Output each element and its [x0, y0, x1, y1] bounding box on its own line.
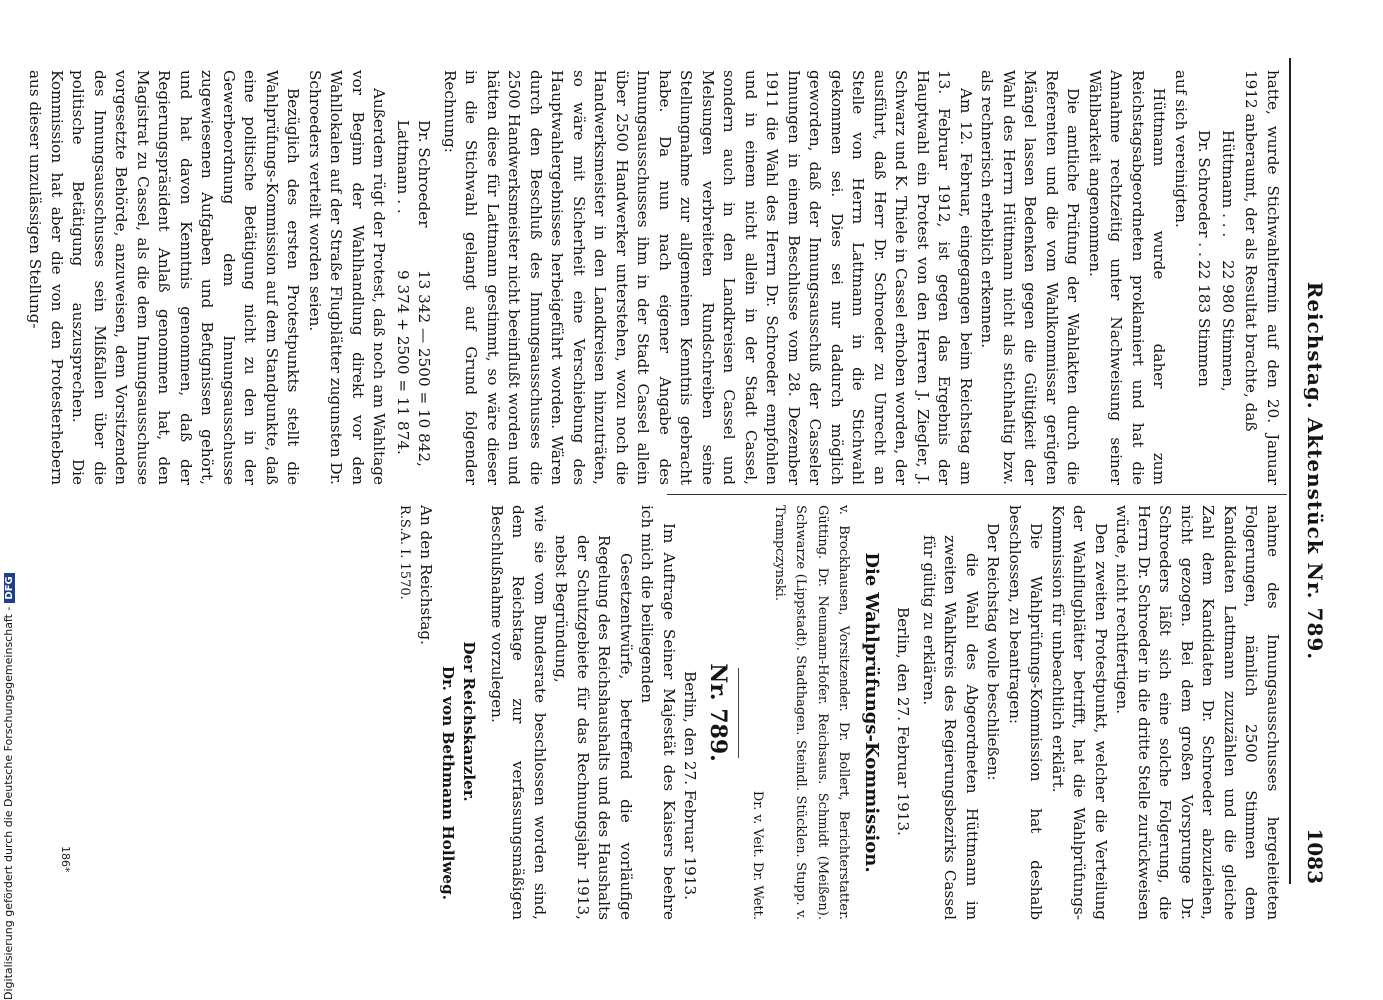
date: Berlin, den 27. Februar 1913.	[894, 607, 913, 836]
vote-count: 22 183 Stimmen	[1195, 260, 1214, 387]
reference-number: R.S.A. I. 1570.	[397, 505, 412, 600]
column-divider	[667, 494, 1287, 495]
header-rule	[1289, 58, 1291, 884]
paragraph: Die Wahlprüfungs-Kommission hat deshalb beschlossen, zu beantragen:	[1006, 505, 1046, 920]
vote-row	[1217, 130, 1239, 485]
paragraph: auf sich vereinigten.	[1172, 70, 1190, 228]
paragraph: die Wahl des Abgeordneten Hüttmann im zweiten Wahlkreis des Regierungsbezirks Cassel für gültig zu erklären.	[920, 535, 981, 920]
calc-name: Dr. Schroeder	[415, 120, 434, 228]
date: Berlin, den 27. Februar 1913.	[681, 671, 700, 900]
header-title: Reichstag. Aktenstück Nr. 789.	[1303, 281, 1327, 661]
left-column	[24, 70, 1283, 485]
member-list-end: Dr. v. Veit. Dr. Wett.	[750, 790, 766, 920]
signature-name: Dr. von Bethmann Hollweg.	[439, 665, 457, 900]
paragraph: Außerdem rügt der Protest, daß noch am Wahltage vor Beginn der Wahlhandlung direkt vor den Wahllokalen auf der Straße Flugblätter zugunsten Dr. Schroeders verteilt worden seien.	[306, 70, 389, 485]
calc-value: 9 374 + 2500 = 11 874.	[394, 270, 412, 455]
digitization-credit	[2, 573, 15, 1000]
signature-title: Der Reichskanzler.	[460, 641, 479, 802]
paragraph: Hüttmann wurde daher zum Reichstagsabgeordneten proklamiert und hat die Annahme rechtzeitig unter Nachweisung seiner Wählbarkeit angenommen.	[1086, 70, 1169, 485]
paragraph: Bezüglich des ersten Protestpunkts stellt die Wahlprüfungs-Kommission auf dem Standpunkte, daß eine politische Betätigung nicht zu den in der Gewerbeordnung dem Innungsausschusse zugewiesenen Aufgaben und Befugnissen gehört, und hat davon Kenntnis genommen, daß der Regierungspräsident Anlaß genommen hat, den Magistrat zu Cassel, als die dem Innungsausschusse vorgesetzte Behörde, anzuweisen, dem Vorsitzenden des Innungsausschusses sein Mißfallen über die politische Betätigung auszusprechen. Die Kommission hat aber die von den Protesterhebern aus dieser unzulässigen Stellung-	[26, 70, 303, 485]
paragraph: hatte, wurde Stichwahltermin auf den 20. Januar 1912 anberaumt, der als Resultat brachte, daß	[1242, 70, 1282, 485]
paragraph: Die amtliche Prüfung der Wahlakten durch die Referenten und die vom Wahlkommissar gerügten Mängel lassen Bedenken gegen die Gültigkeit der Wahl des Herrn Hüttmann nicht als stichhaltig bzw. als rechnerisch erheblich erkennen.	[978, 70, 1083, 485]
paragraph: Gesetzentwürfe, betreffend die vorläufige Regelung des Reichshaushalts und des Haushalts der Schutzgebiete für das Rechnungsjahr 1913, nebst Begründung,	[552, 535, 635, 920]
calc-name: Lattmann . .	[394, 120, 412, 214]
candidate-name: Dr. Schroeder . .	[1195, 130, 1214, 257]
vote-count: 22 980 Stimmen,	[1219, 260, 1237, 392]
paragraph: Im Auftrage Seiner Majestät des Kaisers beehre ich mich die beiliegenden	[638, 505, 678, 920]
dfg-logo: DFG	[4, 573, 15, 602]
calc-value: 13 342 — 2500 = 10 842,	[415, 270, 434, 467]
member-list: v. Brockhausen, Vorsitzender. Dr. Bollert, Berichterstatter. Gütting. Dr. Neumann-Hofer. Reichsaus. Schmidt (Meißen). Schwarze (Lippstadt). Stadthagen. Steindl. Stücklen. Stupp. v. Trampczynski.	[772, 505, 852, 920]
addressee: An den Reichstag.	[417, 505, 436, 645]
right-column	[394, 505, 1284, 920]
credit-text: Digitalisierung gefördert durch die Deutsche Forschungsgemeinschaft -	[2, 606, 15, 1000]
commission-title: Die Wahlprüfungs-Kommission.	[861, 552, 882, 873]
document-number: Nr. 789.	[705, 663, 731, 762]
calc-row	[392, 120, 414, 485]
section-rule	[738, 668, 739, 758]
paragraph: Der Reichstag wolle beschließen:	[984, 523, 1003, 781]
paragraph: Am 12. Februar, eingegangen beim Reichstag am 13. Februar 1912, ist gegen das Ergebnis der Hauptwahl ein Protest von den Herren J. Ziegler, J. Schwarz und K. Thiele in Cassel erhoben worden, der ausführt, daß Herr Dr. Schroeder zu Unrecht an Stelle von Herrn Lattmann in die Stichwahl gekommen sei. Dies sei nur dadurch möglich geworden, daß der Innungsausschuß der Casseler Innungen in einem Beschlusse vom 28. Dezember 1911 die Wahl des Herrn Dr. Schroeder empfohlen und in einem nicht allein in der Stadt Cassel, sondern auch in den Landkreisen Cassel und Melsungen verbreiteten Rundschreiben seine Stellungnahme zur allgemeinen Kenntnis gebracht habe. Da nun nach eigener Angabe des Innungsausschusses ihm in der Stadt Cassel allein über 2500 Handwerker unterstehen, wozu noch die Handwerksmeister in den Landkreisen hinzuträten, so wäre mit Sicherheit eine Verschiebung des Hauptwahlergebnisses herbeigeführt worden. Wären durch den Beschluß des Innungsausschusses die 2500 Handwerksmeister nicht beeinflußt worden und hätten diese für Lattmann gestimmt, so wäre dieser in die Stichwahl gelangt auf Grund folgender Rechnung:	[441, 70, 975, 485]
vote-row	[1193, 130, 1215, 485]
paragraph: wie sie vom Bundesrate beschlossen worden sind, dem Reichstage zur verfassungsmäßigen Beschlußnahme vorzulegen.	[488, 505, 549, 920]
calc-row	[413, 120, 435, 485]
page-number: 1083	[1303, 828, 1327, 884]
paragraph: nahme des Innungsausschusses hergeleiteten Folgerungen, nämlich 2500 Stimmen dem Kandidaten Lattmann zuzuzählen und die gleiche Zahl dem Kandidaten Dr. Schroeder abzuziehen, nicht gezogen. Bei dem großen Vorsprunge Dr. Schroeders läßt sich eine solche Folgerung, die Herrn Dr. Schroeder in die dritte Stelle zurückweisen würde, nicht rechtfertigen.	[1113, 505, 1282, 920]
paragraph: Den zweiten Protestpunkt, welcher die Verteilung der Wahlflugblätter betrifft, hat die Wahlprüfungs-Kommission für unbeachtlich erklärt.	[1049, 505, 1110, 920]
candidate-name: Hüttmann . . .	[1219, 130, 1237, 238]
page-header	[1297, 58, 1327, 884]
sheet-signature: 186*	[59, 846, 72, 873]
calculation	[392, 120, 435, 485]
